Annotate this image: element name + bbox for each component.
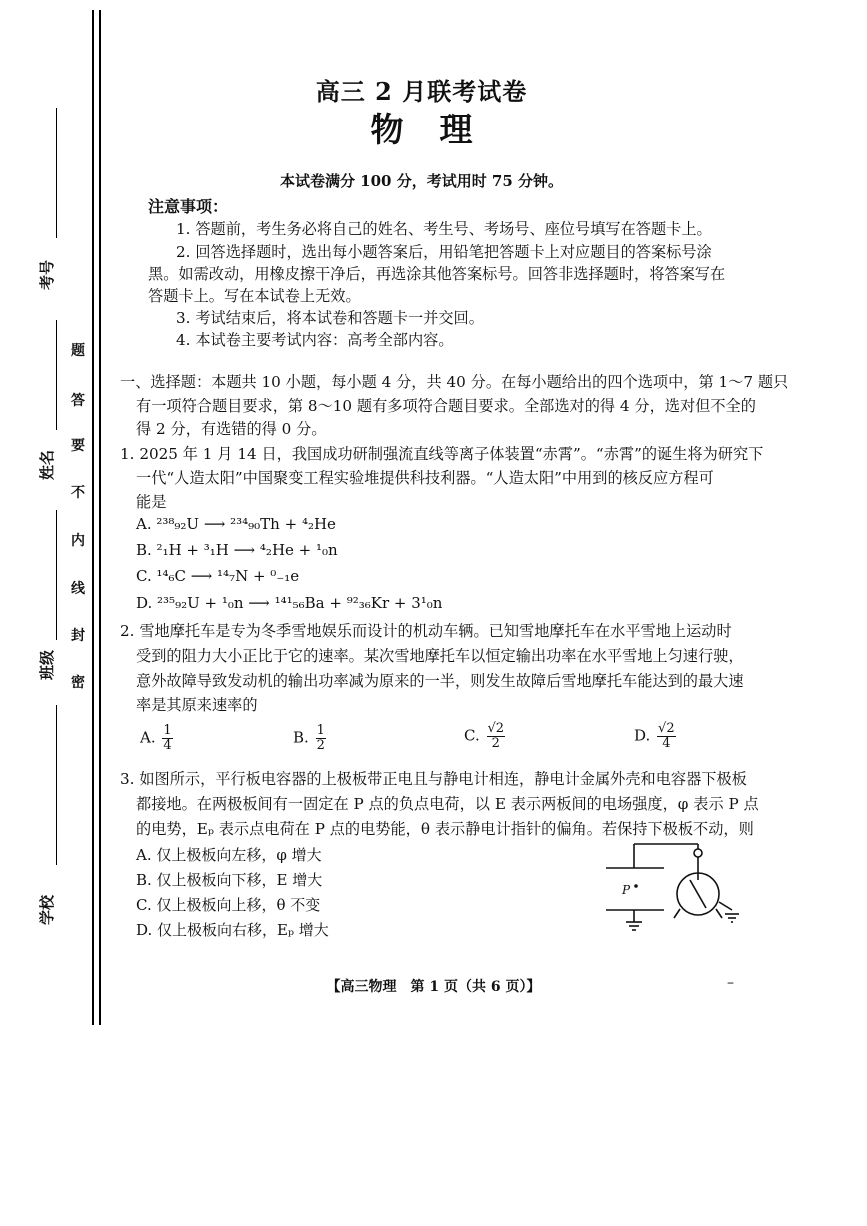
q2-stem: 率是其原来速率的	[136, 696, 258, 714]
notice-line: 2. 回答选择题时，选出每小题答案后，用铅笔把答题卡上对应题目的答案标号涂	[176, 243, 712, 261]
numerator: √2	[487, 721, 505, 736]
exam-info: 本试卷满分 100 分，考试用时 75 分钟。	[279, 172, 564, 190]
denominator: 2	[316, 738, 325, 753]
denominator: 2	[491, 736, 500, 751]
notice-heading: 注意事项：	[148, 197, 229, 216]
q2-stem: 2. 雪地摩托车是专为冬季雪地娱乐而设计的机动车辆。已知雪地摩托车在水平雪地上运动时	[120, 622, 732, 640]
binding-label-school: 学校	[38, 894, 56, 925]
q1-stem: 一代“人造太阳”中国聚变工程实验堆提供科技利器。“人造太阳”中用到的核反应方程可	[136, 469, 714, 487]
q1-option-d: D. ²³⁵₉₂U + ¹₀n ⟶ ¹⁴¹₅₆Ba + ⁹²₃₆Kr + 3¹₀n	[136, 594, 443, 612]
q1-stem: 能是	[136, 493, 167, 511]
binding-label-kaohao: 考号	[38, 259, 56, 290]
option-label: D.	[634, 726, 651, 745]
q1-option-b: B. ²₁H + ³₁H ⟶ ⁴₂He + ¹₀n	[136, 541, 338, 559]
denominator: 4	[163, 738, 172, 753]
page-footer: 【高三物理 第 1 页（共 6 页）】	[326, 979, 541, 995]
seal-char: 题	[71, 343, 85, 359]
seal-char: 答	[71, 393, 85, 409]
numerator: 1	[316, 723, 325, 738]
notice-line: 4. 本试卷主要考试内容：高考全部内容。	[176, 331, 454, 349]
numerator: √2	[658, 721, 675, 736]
seal-char: 内	[71, 533, 85, 549]
q3-option-b: B. 仅上极板向下移，E 增大	[136, 871, 323, 889]
q2-stem: 受到的阻力大小正比于它的速率。某次雪地摩托车以恒定输出功率在水平雪地上匀速行驶，	[136, 647, 744, 665]
seal-char: 密	[71, 675, 85, 691]
section-instructions: 有一项符合题目要求，第 8～10 题有多项符合题目要求。全部选对的得 4 分，选对但不全的	[136, 397, 756, 415]
seal-char: 封	[71, 628, 85, 644]
binding-label-name: 姓名	[38, 449, 56, 480]
numerator: 1	[163, 723, 172, 738]
section-instructions: 得 2 分，有选错的得 0 分。	[136, 420, 327, 438]
q3-option-a: A. 仅上极板向左移，φ 增大	[136, 846, 322, 864]
seal-char: 线	[71, 581, 85, 597]
binding-blank-4	[56, 705, 57, 865]
q2-option-d	[634, 722, 676, 751]
point-p-charge	[634, 884, 638, 888]
binding-line-inner	[99, 10, 101, 1025]
q3-option-d: D. 仅上极板向右移，Eₚ 增大	[136, 921, 329, 939]
q2-option-c	[464, 722, 505, 751]
fraction	[316, 724, 326, 753]
footer-mark: –	[727, 975, 734, 991]
electrometer-pointer	[690, 880, 706, 908]
q1-option-a: A. ²³⁸₉₂U ⟶ ²³⁴₉₀Th + ⁴₂He	[136, 515, 336, 533]
binding-label-class: 班级	[38, 649, 56, 680]
fraction	[487, 722, 506, 751]
option-label: B.	[293, 728, 309, 747]
q2-option-a	[140, 724, 173, 753]
electrometer-stand	[674, 909, 680, 918]
seal-char: 不	[71, 485, 85, 501]
q3-stem: 都接地。在两极板间有一固定在 P 点的负点电荷，以 E 表示两板间的电场强度，φ 表示 P 点	[136, 795, 759, 813]
seal-char: 要	[71, 438, 85, 454]
option-label: C.	[464, 726, 480, 745]
q1-option-c: C. ¹⁴₆C ⟶ ¹⁴₇N + ⁰₋₁e	[136, 567, 300, 585]
electrometer-stand	[716, 909, 722, 918]
notice-line: 1. 答题前，考生务必将自己的姓名、考生号、考场号、座位号填写在答题卡上。	[176, 220, 712, 238]
notice-line: 黑。如需改动，用橡皮擦干净后，再选涂其他答案标号。回答非选择题时，将答案写在	[148, 265, 726, 283]
capacitor-electrometer-figure	[598, 836, 748, 936]
exam-title: 高三 2 月联考试卷	[315, 77, 528, 106]
denominator: 4	[662, 736, 671, 751]
option-label: A.	[140, 728, 156, 747]
electrometer-knob	[694, 849, 702, 857]
notice-line: 3. 考试结束后，将本试卷和答题卡一并交回。	[176, 309, 484, 327]
q2-option-b	[293, 724, 326, 753]
q3-stem: 3. 如图所示，平行板电容器的上极板带正电且与静电计相连，静电计金属外壳和电容器下极板	[120, 770, 747, 788]
q3-option-c: C. 仅上极板向上移，θ 不变	[136, 896, 321, 914]
notice-line: 答题卡上。写在本试卷上无效。	[148, 287, 361, 305]
fraction	[162, 724, 172, 753]
binding-blank-3	[56, 510, 57, 640]
point-p-label: P	[622, 883, 631, 897]
section-instructions: 一、选择题：本题共 10 小题，每小题 4 分，共 40 分。在每小题给出的四个选项中，第 1～7 题只	[120, 373, 789, 391]
binding-line-outer	[92, 10, 94, 1025]
subject-title: 物理	[370, 110, 509, 149]
binding-blank-2	[56, 320, 57, 430]
q3-stem: 的电势，Eₚ 表示点电荷在 P 点的电势能，θ 表示静电计指针的偏角。若保持下极板不动，则	[136, 820, 754, 838]
q2-stem: 意外故障导致发动机的输出功率减为原来的一半，则发生故障后雪地摩托车能达到的最大速	[136, 672, 744, 690]
case-ground-wire	[719, 902, 732, 910]
q1-stem: 1. 2025 年 1 月 14 日，我国成功研制强流直线等离子体装置“赤霄”。“赤霄”的诞生将为研究下	[120, 445, 764, 463]
fraction	[657, 722, 676, 751]
